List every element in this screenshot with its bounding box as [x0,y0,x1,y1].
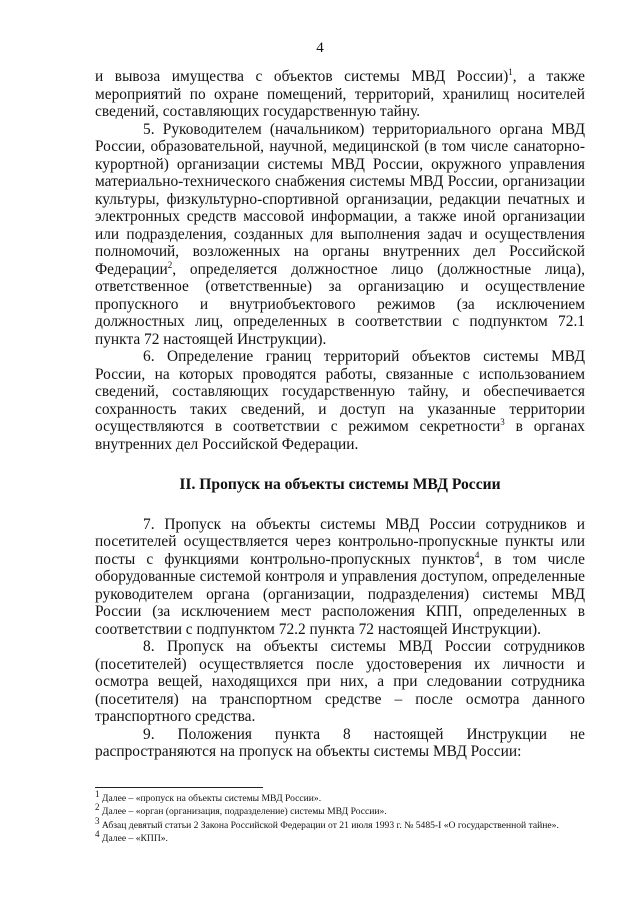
footnote-mark: 1 [95,788,100,799]
footnote-ref-3: 3 [500,416,505,427]
footnote-mark: 2 [95,802,100,813]
page-number: 4 [316,40,324,56]
paragraph-text: 7. Пропуск на объекты системы МВД России сотрудников и посетителей осуществляется через контрольно-пропускные пункты или посты с функциями контрольно-пропускных пунктов [95,515,585,568]
paragraph-text: , а также мероприятий по охране помещений, территорий, хранилищ носителей сведений, составляющих государственную тайну. [95,68,585,120]
footnote-ref-2: 2 [167,259,173,270]
footnote-mark: 3 [95,815,100,826]
footnote-text: Абзац девятый статьи 2 Закона Российской Федерации от 21 июля 1993 г. № 5485-I «О государственной тайне». [101,819,559,831]
paragraph-6 [95,348,585,453]
document-body [95,68,585,761]
paragraph-text: 6. Определение границ территорий объектов системы МВД России, на которых проводятся работы, связанные с использованием сведений, составляющих государственную тайну, и обеспечивается сохранность таких сведений, и доступ на указанные территории осуществляются в соответствии с режимом секретности [95,348,585,435]
paragraph-5 [95,121,585,349]
footnote-text: Далее – «КПП». [101,832,168,844]
footnote-text: Далее – «пропуск на объекты системы МВД России». [101,793,322,804]
paragraph-text: , определяется должностное лицо (должностные лица), ответственное (ответственные) за организацию и осуществление пропускного и внутриобъектового режимов (за исключением должностных лиц, определенных в соответствии с подпунктом 72.1 пункта 72 настоящей Инструкции). [95,260,585,348]
footnote-4 [95,828,585,845]
paragraph-text: и вывоза имущества с объектов системы МВД России) [95,68,509,85]
paragraph-text: 5. Руководителем (начальником) территориального органа МВД России, образовательной, научной, медицинской (в том числе санаторно-курортной) организации системы МВД России, окружного управления материально-технического снабжения системы МВД России, организации культуры, физкультурно-спортивной организации, редакции печатных и электронных средств массовой информации, а также иной организации или подразделения, созданных для выполнения задач и осуществления полномочий, возложенных на органы внутренних дел Российской Федерации [95,120,585,278]
section-heading: II. Пропуск на объекты системы МВД России [179,476,501,493]
paragraph-text: 8. Пропуск на объекты системы МВД России сотрудников (посетителей) осуществляется после удостоверения их личности и осмотра вещей, находящихся при них, а при следовании сотрудника (посетителя) на транспортном средстве – после осмотра данного транспортного средства. [95,638,585,725]
paragraph-text: 9. Положения пункта 8 настоящей Инструкции не распространяются на пропуск на объекты системы МВД России: [95,725,585,760]
footnote-3 [95,815,585,832]
paragraph-8 [95,638,585,726]
footnote-2 [95,802,585,818]
footnote-text: Далее – «орган (организация, подразделение) системы МВД России». [101,806,387,818]
footnote-ref-4: 4 [474,549,480,560]
paragraph-7 [95,516,585,639]
paragraph-9 [95,726,585,761]
footnote-1 [95,788,585,805]
paragraph-text: , в том числе оборудованные системой контроля и управления доступом, определенные руководителем органа (организации, подразделения) системы МВД России (за исключением мест расположения КПП, определенных в соответствии с подпунктом 72.2 пункта 72 настоящей Инструкции). [95,550,585,638]
footnotes [95,788,585,846]
paragraph-continuation [95,68,585,121]
footnote-mark: 4 [95,828,100,839]
footnote-divider [95,787,263,788]
footnote-ref-1: 1 [508,66,513,77]
paragraph-text: в органах внутренних дел Российской Федерации. [95,418,585,453]
